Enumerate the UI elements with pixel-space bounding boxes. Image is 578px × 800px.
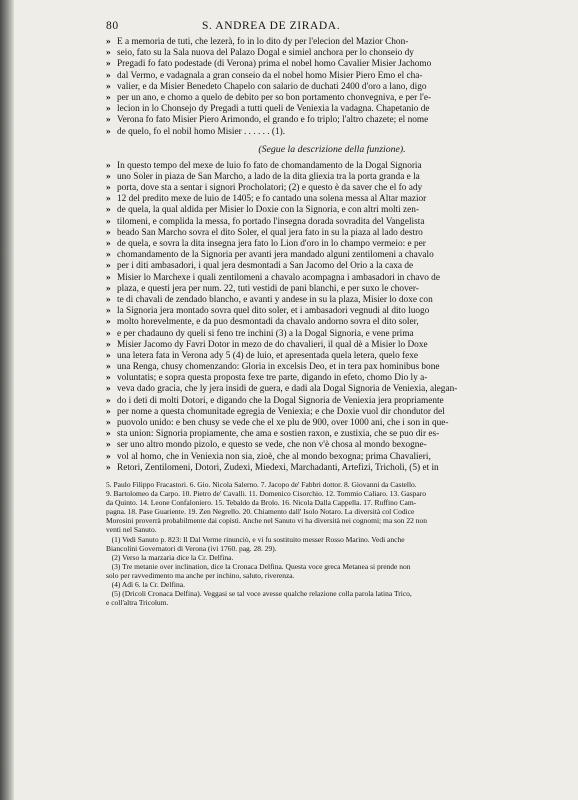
paragraph-line bbox=[106, 115, 558, 126]
paragraph-line bbox=[106, 261, 558, 272]
line-text: la Signoria jera montado sovra quel dito soler, et i ambasadori vegnudi al dito luogo bbox=[117, 306, 430, 317]
quote-mark: » bbox=[106, 92, 111, 103]
running-title: S. ANDREA DE ZIRADA. bbox=[202, 20, 341, 32]
line-text: Misier Jacomo dy Favri Dotor in mezo de do chavalieri, il qual dè a Misier lo Doxe bbox=[117, 339, 428, 350]
footnote-line bbox=[106, 589, 558, 598]
line-text: puovolo unido: e ben chusy se vede che el xe plu de 900, over 1000 ani, che i son in que- bbox=[117, 418, 449, 428]
paragraph-line bbox=[106, 295, 558, 306]
paragraph-line bbox=[106, 228, 558, 239]
quote-mark: » bbox=[106, 183, 111, 194]
quote-mark: » bbox=[106, 250, 111, 261]
footnote-names-line: 5. Paulo Filippo Fracastori. 6. Gio. Nicola Salerno. 7. Jacopo de' Fabbri dottor. 8. Giovanni da Castello. bbox=[106, 479, 417, 489]
footnote-label: (3) bbox=[111, 561, 121, 571]
paragraph-line bbox=[106, 239, 558, 250]
footnote-text: solo per ravvedimento ma anche per inchino, saluto, riverenza. bbox=[106, 570, 295, 580]
paragraph-line bbox=[106, 329, 558, 340]
paragraph-line bbox=[106, 273, 558, 284]
paragraph-line bbox=[106, 429, 558, 440]
line-text: dal Vermo, e vadagnala a gran conseio da el nobel homo Misier Piero Emo el cha- bbox=[117, 70, 423, 81]
quote-mark: » bbox=[106, 37, 111, 47]
quote-mark: » bbox=[106, 239, 111, 249]
paragraph-line bbox=[106, 340, 558, 351]
quote-mark: » bbox=[106, 306, 111, 317]
line-text: tilomeni, e complida la messa, fo portado l'insegna dorada sovradita del Vangelista bbox=[117, 216, 425, 227]
quote-mark: » bbox=[106, 294, 111, 305]
footnote-text: Adì 6. la Cr. Delfina. bbox=[121, 579, 185, 589]
line-text: sta union: Signoria propiamente, che ama e sostien raxon, e zustixia, che se puo dir es- bbox=[117, 429, 440, 440]
paragraph-line bbox=[106, 373, 558, 384]
quote-mark: » bbox=[106, 205, 111, 216]
paragraph-line bbox=[106, 306, 558, 317]
line-text: de quela, e sovra la dita insegna jera fato lo Lion d'oro in lo champo vermeio: e per bbox=[117, 239, 426, 249]
footnote-names-line: pagna. 18. Pase Guariente. 19. Zen Negrello. 20. Chiamento dall' Isolo Notaro. La diversità col Codice bbox=[106, 507, 415, 517]
footnote-line bbox=[106, 571, 558, 580]
quote-mark: » bbox=[106, 395, 111, 406]
paragraph-line bbox=[106, 183, 558, 194]
line-text: seio, fato su la Sala nuova del Palazo Dogal e simiel anchora per lo chonseio dy bbox=[117, 48, 414, 59]
quote-mark: » bbox=[106, 418, 111, 428]
paragraph-line bbox=[106, 351, 558, 362]
quote-mark: » bbox=[106, 451, 111, 462]
line-text: ser uno altro mondo pizolo, e questo se vede, che non v'è chosa al mondo bexogne- bbox=[117, 440, 427, 451]
footnotes bbox=[106, 535, 558, 608]
line-text: veva dado gracia, che ly jera insidi de guera, e dadi ala Dogal Signoria de Veniexia, alegan- bbox=[117, 384, 458, 395]
line-text: de quela, la qual aldida per Misier lo Doxie con la Signoria, e con altri molti zen- bbox=[117, 205, 420, 216]
paragraph-line bbox=[106, 284, 558, 295]
footnote-label: (1) bbox=[111, 534, 121, 544]
footnote-names-line: venti nel Sanuto. bbox=[106, 525, 157, 535]
quote-mark: » bbox=[106, 48, 111, 59]
quote-mark: » bbox=[106, 194, 111, 205]
paragraph-line bbox=[106, 418, 558, 429]
footnote-text: Tre metanie over inclination, dice la Cronaca Delfina. Questa voce greca Metanea si prende non bbox=[122, 561, 411, 571]
paragraph-line bbox=[106, 48, 558, 59]
paragraph-line bbox=[106, 82, 558, 93]
paragraph-line bbox=[106, 37, 558, 48]
footnote-text: Vedi Sanuto p. 823: Il Dal Verme rinunciò, e vi fu sostituito messer Rosso Marino. Vedi anche bbox=[122, 534, 405, 544]
line-text: valier, e da Misier Benedeto Chapelo con salario de duchati 2400 d'oro a lano, digo bbox=[117, 81, 427, 92]
footnote-line bbox=[106, 553, 558, 562]
quote-mark: » bbox=[106, 328, 111, 339]
paragraph-line bbox=[106, 384, 558, 395]
line-text: uno Soler in piaza de San Marcho, a lado de la dita gliexia tra la porta granda e la bbox=[117, 171, 420, 182]
footnote-line bbox=[106, 598, 558, 607]
line-text: Retori, Zentilomeni, Dotori, Zudexi, Miedexi, Marchadanti, Artefizi, Tricholi, (5) et in bbox=[117, 462, 439, 473]
paragraph-line bbox=[106, 407, 558, 418]
line-text: una Renga, chusy chomenzando: Gloria in excelsis Deo, et in tera pax hominibus bone bbox=[117, 362, 440, 373]
page-number: 80 bbox=[106, 20, 119, 32]
footnote-names-line: 9. Bartolomeo da Carpo. 10. Pietro de' Cavalli. 11. Domenico Cisorchio. 12. Tommio Caliaro. 13. Gasparo bbox=[106, 489, 426, 499]
quote-mark: » bbox=[106, 272, 111, 283]
paragraph-line bbox=[106, 127, 558, 138]
quote-mark: » bbox=[106, 70, 111, 81]
paragraph-election bbox=[106, 37, 558, 138]
quote-mark: » bbox=[106, 81, 111, 92]
quote-mark: » bbox=[106, 350, 111, 361]
quote-mark: » bbox=[106, 339, 111, 350]
line-text: porta, dove sta a sentar i signori Procholatori; (2) e questo è da saver che el fo ady bbox=[117, 183, 423, 194]
quote-mark: » bbox=[106, 283, 111, 294]
line-text: voluntatis; e sopra questa proposta fexe tre parte, digando in efeto, chomo Dio ly a- bbox=[117, 373, 428, 384]
paragraph-line bbox=[106, 452, 558, 463]
paragraph-line bbox=[106, 463, 558, 474]
footnote-names-list bbox=[106, 480, 558, 535]
line-text: In questo tempo del mexe de luio fo fato de chomandamento de la Dogal Signoria bbox=[117, 160, 422, 171]
page-header bbox=[106, 20, 538, 34]
line-text: Pregadi fo fato podestade (di Verona) prima el nobel homo Cavalier Misier Jachomo bbox=[117, 59, 432, 70]
footnote-text: e coll'altra Tricolum. bbox=[106, 598, 169, 608]
paragraph-line bbox=[106, 205, 558, 216]
quote-mark: » bbox=[106, 59, 111, 70]
line-text: Verona fo fato Misier Piero Arimondo, el grando e fo triplo; l'altro chazete; el nome bbox=[117, 115, 429, 126]
paragraph-line bbox=[106, 93, 558, 104]
footnote-line bbox=[106, 562, 558, 571]
line-text: molto horevelmente, e da puo desmontadi da chavalo andorno sovra el dito soler, bbox=[117, 317, 419, 328]
footnote-names-line: Morosini proverrà probabilmente dai copisti. Anche nel Sanuto vi ha diversità nei cognomi; ma son 22 non bbox=[106, 516, 427, 526]
paragraph-line bbox=[106, 194, 558, 205]
paragraph-line bbox=[106, 317, 558, 328]
paragraph-ceremony bbox=[106, 161, 558, 474]
footnote-line bbox=[106, 535, 558, 544]
line-text: e per chadauno dy queli si feno tre inchini (3) a la Dogal Signoria, e vene prima bbox=[117, 328, 414, 339]
line-text: per nome a questa chomunitade egregia de Veniexia; e che Doxie vuol dir chondutor del bbox=[117, 406, 445, 417]
quote-mark: » bbox=[106, 317, 111, 328]
quote-mark: » bbox=[106, 384, 111, 395]
line-text: per un ano, e chomo a quelo de debito per so bon portamento chonvegniva, e per l'e- bbox=[117, 92, 432, 103]
paragraph-line bbox=[106, 440, 558, 451]
line-text: per i diti ambasadori, i qual jera desmontadi a San Jacomo del Orio a la caxa de bbox=[117, 261, 414, 272]
line-text: Misier lo Marchexe i quali zentilomeni a chavalo acompagna i ambasadori in chavo de bbox=[117, 272, 440, 283]
quote-mark: » bbox=[106, 440, 111, 451]
quote-mark: » bbox=[106, 115, 111, 126]
footnote-label: (4) bbox=[111, 579, 121, 589]
line-text: chomandamento de la Signoria per avanti jera mandado alguni zentilomeni a chavalo bbox=[117, 250, 434, 261]
quote-mark: » bbox=[106, 261, 111, 272]
binding-shadow bbox=[0, 0, 14, 800]
line-text: una letera fata in Verona ady 5 (4) de luio, et apresentada quela letera, quelo fexe bbox=[117, 350, 419, 361]
footnote-line bbox=[106, 544, 558, 553]
quote-mark: » bbox=[106, 362, 111, 373]
paragraph-line bbox=[106, 161, 558, 172]
line-text: plaza, e questi jera per num. 22, tuti vestidi de pani blanchi, e per suxo le chover- bbox=[117, 283, 419, 294]
paragraph-line bbox=[106, 217, 558, 228]
quote-mark: » bbox=[106, 406, 111, 417]
paragraph-line bbox=[106, 104, 558, 115]
section-heading: (Segue la descrizione della funzione). bbox=[258, 143, 406, 155]
quote-mark: » bbox=[106, 227, 111, 238]
line-text: do i deti di molti Dotori, e digando che la Dogal Signoria de Veniexia jera propriamente bbox=[117, 395, 444, 406]
paragraph-line bbox=[106, 250, 558, 261]
footnote-label: (2) bbox=[111, 552, 121, 562]
line-text: lecion in lo Chonsejo dy Pregadi a tutti queli de Veniexia la vadagna. Chapetanio de bbox=[117, 104, 430, 115]
footnote-text: Verso la marzaria dice la Cr. Delfina. bbox=[122, 552, 234, 562]
line-text: E a memoria de tuti, che lezerà, fo in lo dito dy per l'elecion del Mazior Chon- bbox=[117, 37, 409, 47]
quote-mark: » bbox=[106, 171, 111, 182]
quote-mark: » bbox=[106, 216, 111, 227]
quote-mark: » bbox=[106, 373, 111, 384]
paragraph-line bbox=[106, 172, 558, 183]
paragraph-line bbox=[106, 362, 558, 373]
footnote-label: (5) bbox=[111, 589, 121, 599]
footnote-line bbox=[106, 580, 558, 589]
line-text: 12 del predito mexe de luio de 1405; e fo cantado una solena messa al Altar mazior bbox=[117, 194, 427, 205]
line-text: te di chavali de zendado blancho, e avanti y andese in su la plaza, Misier lo doxe con bbox=[117, 294, 433, 305]
paragraph-line bbox=[106, 71, 558, 82]
quote-mark: » bbox=[106, 126, 111, 137]
quote-mark: » bbox=[106, 429, 111, 440]
quote-mark: » bbox=[106, 462, 111, 473]
paragraph-line bbox=[106, 59, 558, 70]
footnote-names-line: da Quinto. 14. Leone Confaloniero. 15. Tebaldo da Brolo. 16. Nicola Dalla Cappella. 17. Ruffino Cam- bbox=[106, 498, 417, 508]
line-text: vol al homo, che in Veniexia non sia, zioè, che al mondo bexogna; prima Chavalieri, bbox=[117, 451, 431, 462]
line-text: beado San Marcho sovra el dito Soler, el qual jera fato in su la piaza al lado destro bbox=[117, 227, 423, 238]
paragraph-line bbox=[106, 396, 558, 407]
quote-mark: » bbox=[106, 104, 111, 115]
footnote-text: Biancolini Governatori di Verona (ivi 1760. pag. 28. 29). bbox=[106, 543, 277, 553]
page-body bbox=[106, 37, 558, 607]
footnote-text: (Dricoli Cronaca Delfina). Veggasi se tal voce avesse qualche relazione colla parola latina Trico, bbox=[122, 589, 412, 599]
quote-mark: » bbox=[106, 160, 111, 171]
line-text: de quelo, fo el nobil homo Misier . . . . . . (1). bbox=[117, 126, 286, 137]
